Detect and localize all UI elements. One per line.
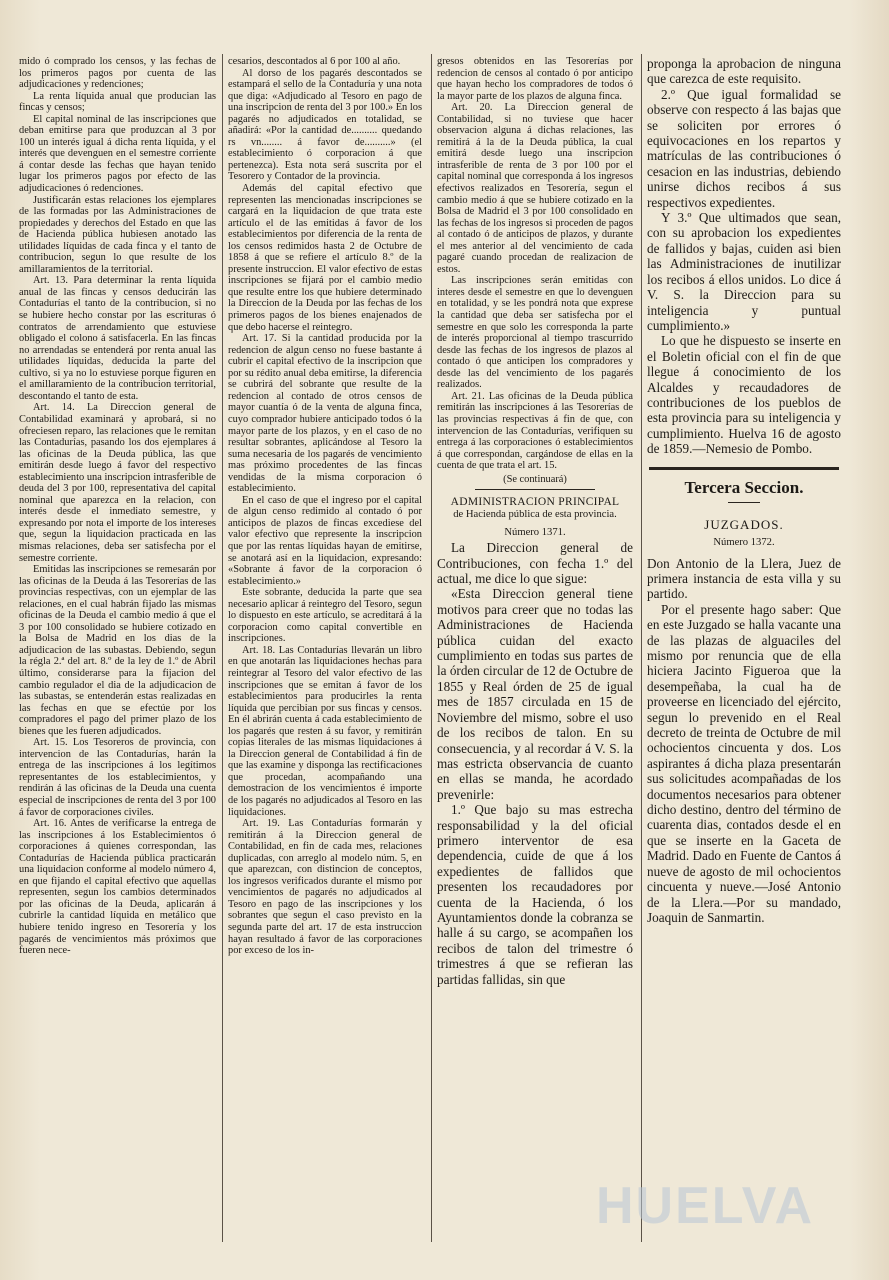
paragraph: Art. 15. Los Tesoreros de provincia, con intervencion de las Contadurías, harán la entrega de las inscripciones á los legítimos representantes de los establecimientos, y rendirán á las oficinas de la Deuda una cuenta especial de inscripciones de renta del 3 por 100 á favor de corporaciones civiles. [19,737,216,818]
admin-number: Número 1371. [504,527,566,539]
paragraph: Al dorso de los pagarés descontados se estampará el sello de la Contaduría y una nota que diga: «Adjudicado al Tesoro en pago de una inscripcion de renta del 3 por 100.» En los pagarés no adjudicados en totalidad, se añadirá: «Por la cantidad de.......... quedando rs vn........ á favor de..........» (el establecimiento ó corporacion á que pertenezca). Esta nota será suscrita por el Tesorero y Contador de la provincia. [228,67,422,183]
paragraph: cesarios, descontados al 6 por 100 al año. [228,56,401,67]
paragraph: Este sobrante, deducida la parte que sea necesario aplicar á reintegro del Tesoro, segun lo dispuesto en este artículo, se acreditará á la corporacion como capital convertible en inscripciones. [228,587,422,645]
section-title: Tercera Seccion. [684,477,804,497]
paragraph: Art. 19. Las Contadurías formarán y remitirán á la Direccion general de Contabilidad, en fin de cada mes, relaciones duplicadas, con arreglo al modelo núm. 5, en que aparezcan, con distincion de conceptos, los ingresos verificados durante el mismo por vencimientos de pagarés no adjudicados al Tesoro en pago de las inscripciones y los sobrantes que segun el caso previsto en la segunda parte del art. 17 de esta instruccion hayan resultado á favor de las corporaciones por exceso de los in- [228,818,422,957]
admin-title: ADMINISTRACION PRINCIPAL [450,496,620,509]
paragraph: 2.º Que igual formalidad se observe con respecto á las bajas que se soliciten por errores ó equivocaciones en los repartos y matrículas de las contribuciones ó cesacion en las industrias, debiendo unirse dichos recibos á sus respectivos expedientes. [647,86,841,210]
paragraph: Art. 14. La Direccion general de Contabilidad examinará y aprobará, si no ofreciesen reparo, las relaciones que le remitan las Contadurías, pasando los dos ejemplares á las oficinas de la Deuda pública, las que emitirán desde luego á favor del respectivo establecimiento una inscripcion intrasferible de deuda del 3 por 100, representativa del capital nominal que aparezca en la relacion, con interés desde el inmediato semestre, y expresando por nota el importe de los intereses que, segun la liquidacion practicada en las mismas relaciones, deba ser satisfecha por el semestre corriente. [19,402,216,564]
column-3 [437,56,633,1241]
paragraph: Art. 13. Para determinar la renta líquida anual de las fincas y censos deducirán las Contadurías el tanto de la contribucion, si no se hubiere hecho constar por las escrituras ó contratos de arrendamiento que estuviese obligado el colono á satisfacerla. En las fincas no arrendadas se entenderá por renta anual las utilidades líquidas, deducida la parte del cultivo, si ya no lo estuviese porque figuren en el amillaramiento de la contribucion territorial, descontando el tanto de esta. [19,275,216,402]
title-underline [728,502,760,503]
paragraph: Art. 16. Antes de verificarse la entrega de las inscripciones á los Establecimientos ó corporaciones á quienes correspondan, las Contadurías de Hacienda pública practicarán una liquidacion conforme al modelo número 4, en que fijando el capital efectivo que aquellas representen, segun los cambios determinados por las oficinas de la Deuda, aplicarán á cubrirle la cantidad líquida en metálico que hubiere tenido ingreso en Tesorería y los pagarés de vencimientos más próximos que fueren nece- [19,818,216,957]
column-2 [228,56,422,1241]
column-rule [431,54,432,1242]
column-1 [19,56,216,1241]
paragraph: 1.º Que bajo su mas estrecha responsabilidad y la del oficial primero interventor de esa dependencia, cuide de que á los expedientes de fallidos que presenten los recaudadores por cuenta de la Hacienda, ó los Ayuntamientos donde la cobranza se halle á su cargo, se acompañen los recibos de talon del trimestre ó trimestres á que se refieran las partidas fallidas, sin que [437,802,633,987]
section-divider [475,489,595,490]
paragraph: Lo que he dispuesto se inserte en el Boletin oficial con el fin de que llegue á conocimiento de los Alcaldes y recaudadores de contribuciones de los pueblos de esta provincia para su inteligencia y cumplimiento. Huelva 16 de agosto de 1859.—Nemesio de Pombo. [647,333,841,457]
court-number: Número 1372. [713,536,775,548]
paragraph: La renta líquida anual que producian las fincas y censos; [19,90,216,114]
watermark-logo: HUELVA [596,1177,815,1235]
paragraph: La Direccion general de Contribuciones, con fecha 1.º del actual, me dice lo que sigue: [437,540,633,587]
paragraph: Además del capital efectivo que representen las mencionadas inscripciones se cargará en la liquidacion de que trata este artículo el de las emitidas á favor de los establecimientos por diferencia de la renta de los censos redimidos hasta 2 de Octubre de 1858 á que se refiere el artículo 8.º de la presente instruccion. El valor efectivo de estas inscripciones se fijará por el cambio medio que resulte entre los que hubiere determinado la Direccion de la Deuda por las fechas de los primeros pagos de los bienes enajenados de que debo hacerse el reintegro. [228,183,422,333]
paragraph: Emitidas las inscripciones se remesarán por las oficinas de la Deuda á las Tesorerías de las provincias respectivas, con un ejemplar de las relaciones, en el cual habrán fijado las mismas oficinas de la Deuda el cambio medio á que el 3 por 100 consolidado se hubiere cotizado en la Bolsa de Madrid en los dias de la adjudicacion de las subastas. Debiendo, segun la régla 2.ª del art. 8.º de la ley de 1.º de Abril último, considerarse para la fijacion del cambio regulador el dia de la adjudicacion de las subastas, se entenderán estas realizadas en las fechas en que se efectúe por los compradores el pago del primer plazo de los bienes que les fueren adjudicados. [19,564,216,737]
paragraph: proponga la aprobacion de ninguna que carezca de este requisito. [647,56,841,87]
paragraph: Art. 17. Si la cantidad producida por la redencion de algun censo no fuese bastante á cubrir el capital efectivo de la inscripcion que por su rédito anual deba emitirse, la diferencia se cubrirá del sobrante que resulte de la redencion al contado de otros censos de mayor cuantía ó de la venta de alguna finca, cuyo comprador hubiere anticipado todos ó la mayor parte de los plazos, y en el caso de no resultar sobrantes, aplicándose al Tesoro la suma necesaria de los pagarés de vencimiento mas próximo procedentes de las fincas vendidas de la misma corporacion ó establecimiento. [228,333,422,495]
paragraph: Art. 20. La Direccion general de Contabilidad, si no tuviese que hacer observacion alguna á dichas relaciones, las remitirá á la de la Deuda pública, la cual emitirá desde luego una inscripcion intrasferible de renta de 3 por 100 por el capital nominal que corresponda á los ingresos efectivos realizados en Tesorería, segun el cambio medio á que se hubiere cotizado en la Bolsa de Madrid el 3 por 100 consolidado en las fechas de los ingresos si proceden de pagos al contado ó de anticipos de plazos, y durante el mes anterior al del vencimiento de cada pagaré cuando procedan de realizacion de estos. [437,102,633,275]
admin-subtitle: de Hacienda pública de esta provincia. [453,509,617,521]
paragraph: Y 3.º Que ultimados que sean, con su aprobacion los expedientes de fallidos y bajas, cuiden asi bien las Administraciones de inutilizar los recibos á ellos unidos. Lo dice á V. S. la Direccion para su inteligencia y puntual cumplimiento.» [647,210,841,333]
column-rule [641,54,642,1242]
continued-note: (Se continuará) [503,473,567,485]
paragraph: gresos obtenidos en las Tesorerías por redencion de censos al contado ó por anticipo que hayan hecho los compradores de todos ó la mayor parte de los plazos de alguna finca. [437,56,633,102]
paragraph: Las inscripciones serán emitidas con interes desde el semestre en que lo devenguen en totalidad, y se les pondrá nota que exprese la cantidad que deba ser satisfecha por el semestre en que solo les corresponda la parte de interés proporcional al tiempo trascurrido desde las fechas de los ingresos de plazos al contado ó que anticipen los compradores y desde las del vencimiento de los pagarés realizados. [437,275,633,391]
paragraph: El capital nominal de las inscripciones que deban emitirse para que produzcan al 3 por 100 un interés igual á dicha renta líquida, y el interés que devenguen en el semestre corriente á contar desde las fechas que hayan tenido lugar los primeros pagos por efecto de las adjudicaciones ó redenciones. [19,113,216,195]
section-divider [649,467,839,470]
paragraph: «Esta Direccion general tiene motivos para creer que no todas las Administraciones de Hacienda pública cuidan del exacto cumplimiento en todas sus partes de la órden circular de 12 de Octubre de 1855 y Real órden de 25 de igual mes de 1857 circulada en 15 de Noviembre del mismo, sobre el uso de los recibos de talon. En su consecuencia, y al recordar á V. S. la mas estricta observancia de cuanto en ellas se manda, he acordado prevenirle: [437,586,633,802]
paragraph: Don Antonio de la Llera, Juez de primera instancia de esta villa y su partido. [647,555,841,602]
column-4 [647,56,841,1241]
paragraph: mido ó comprado los censos, y las fechas de los primeros pagos por cuenta de las adjudicaciones y redenciones; [19,56,216,91]
paragraph: Por el presente hago saber: Que en este Juzgado se halla vacante una de las plazas de alguaciles del mismo por renuncia que de ella hiciera Jacinto Figueroa que la desempeñaba, la cual ha de proveerse en licenciado del ejército, segun lo prevenido en el Real decreto de treinta de Octubre de mil ochocientos cincuenta y dos. Los aspirantes á dicha plaza presentarán sus solicitudes acompañadas de los documentos necesarios para obtener dicho destino, dentro del término de cuarenta dias, contados desde el en que se inserte en la Gaceta de Madrid. Dado en Fuente de Cantos á nueve de agosto de mil ochocientos cincuenta y nueve.—José Antonio de la Llera.—Por su mandado, Joaquin de Sanmartin. [647,601,841,925]
paragraph: Art. 21. Las oficinas de la Deuda pública remitirán las inscripciones á las Tesorerías de las provincias respectivas á fin de que, con intervencion de las Contadurías, verifiquen su entrega á las corporaciones ó establecimientos á que correspondan, cargándose de ellas en la cuenta de que trata el art. 15. [437,390,633,472]
paragraph: Justificarán estas relaciones los ejemplares de las formadas por las Administraciones de propiedades y derechos del Estado en que las de Hacienda pública hubiesen anotado las utilidades líquidas de cada finca y el tanto de contribucion, segun lo que resulte de los amillaramientos de la territorial. [19,194,216,275]
paragraph: Art. 18. Las Contadurías llevarán un libro en que anotarán las liquidaciones hechas para reintegrar al Tesoro del valor efectivo de las inscripciones que se emitan á favor de los establecimientos para producirles la renta líquida que percibian por sus fincas y censos. En él abrirán cuenta á cada establecimiento de los pagarés que resten á su favor, y remitirán copias literales de las mismas liquidaciones á la Direccion general de Contabilidad á fin de que las examine y disponga las rectificaciones que procedan, acompañando una demostracion de los vencimientos é importe de los pagarés no adjudicados al Tesoro en las liquidaciones. [228,644,422,818]
column-rule [222,54,223,1242]
court-heading: JUZGADOS. [704,516,784,532]
paragraph: En el caso de que el ingreso por el capital de algun censo redimido al contado ó por anticipos de plazos de fincas excediese del valor efectivo que represente la inscripcion que por las rentas líquidas hayan de emitirse, se anotará así en la liquidacion, expresando: «Sobrante á favor de la corporacion ó establecimiento.» [228,494,422,587]
